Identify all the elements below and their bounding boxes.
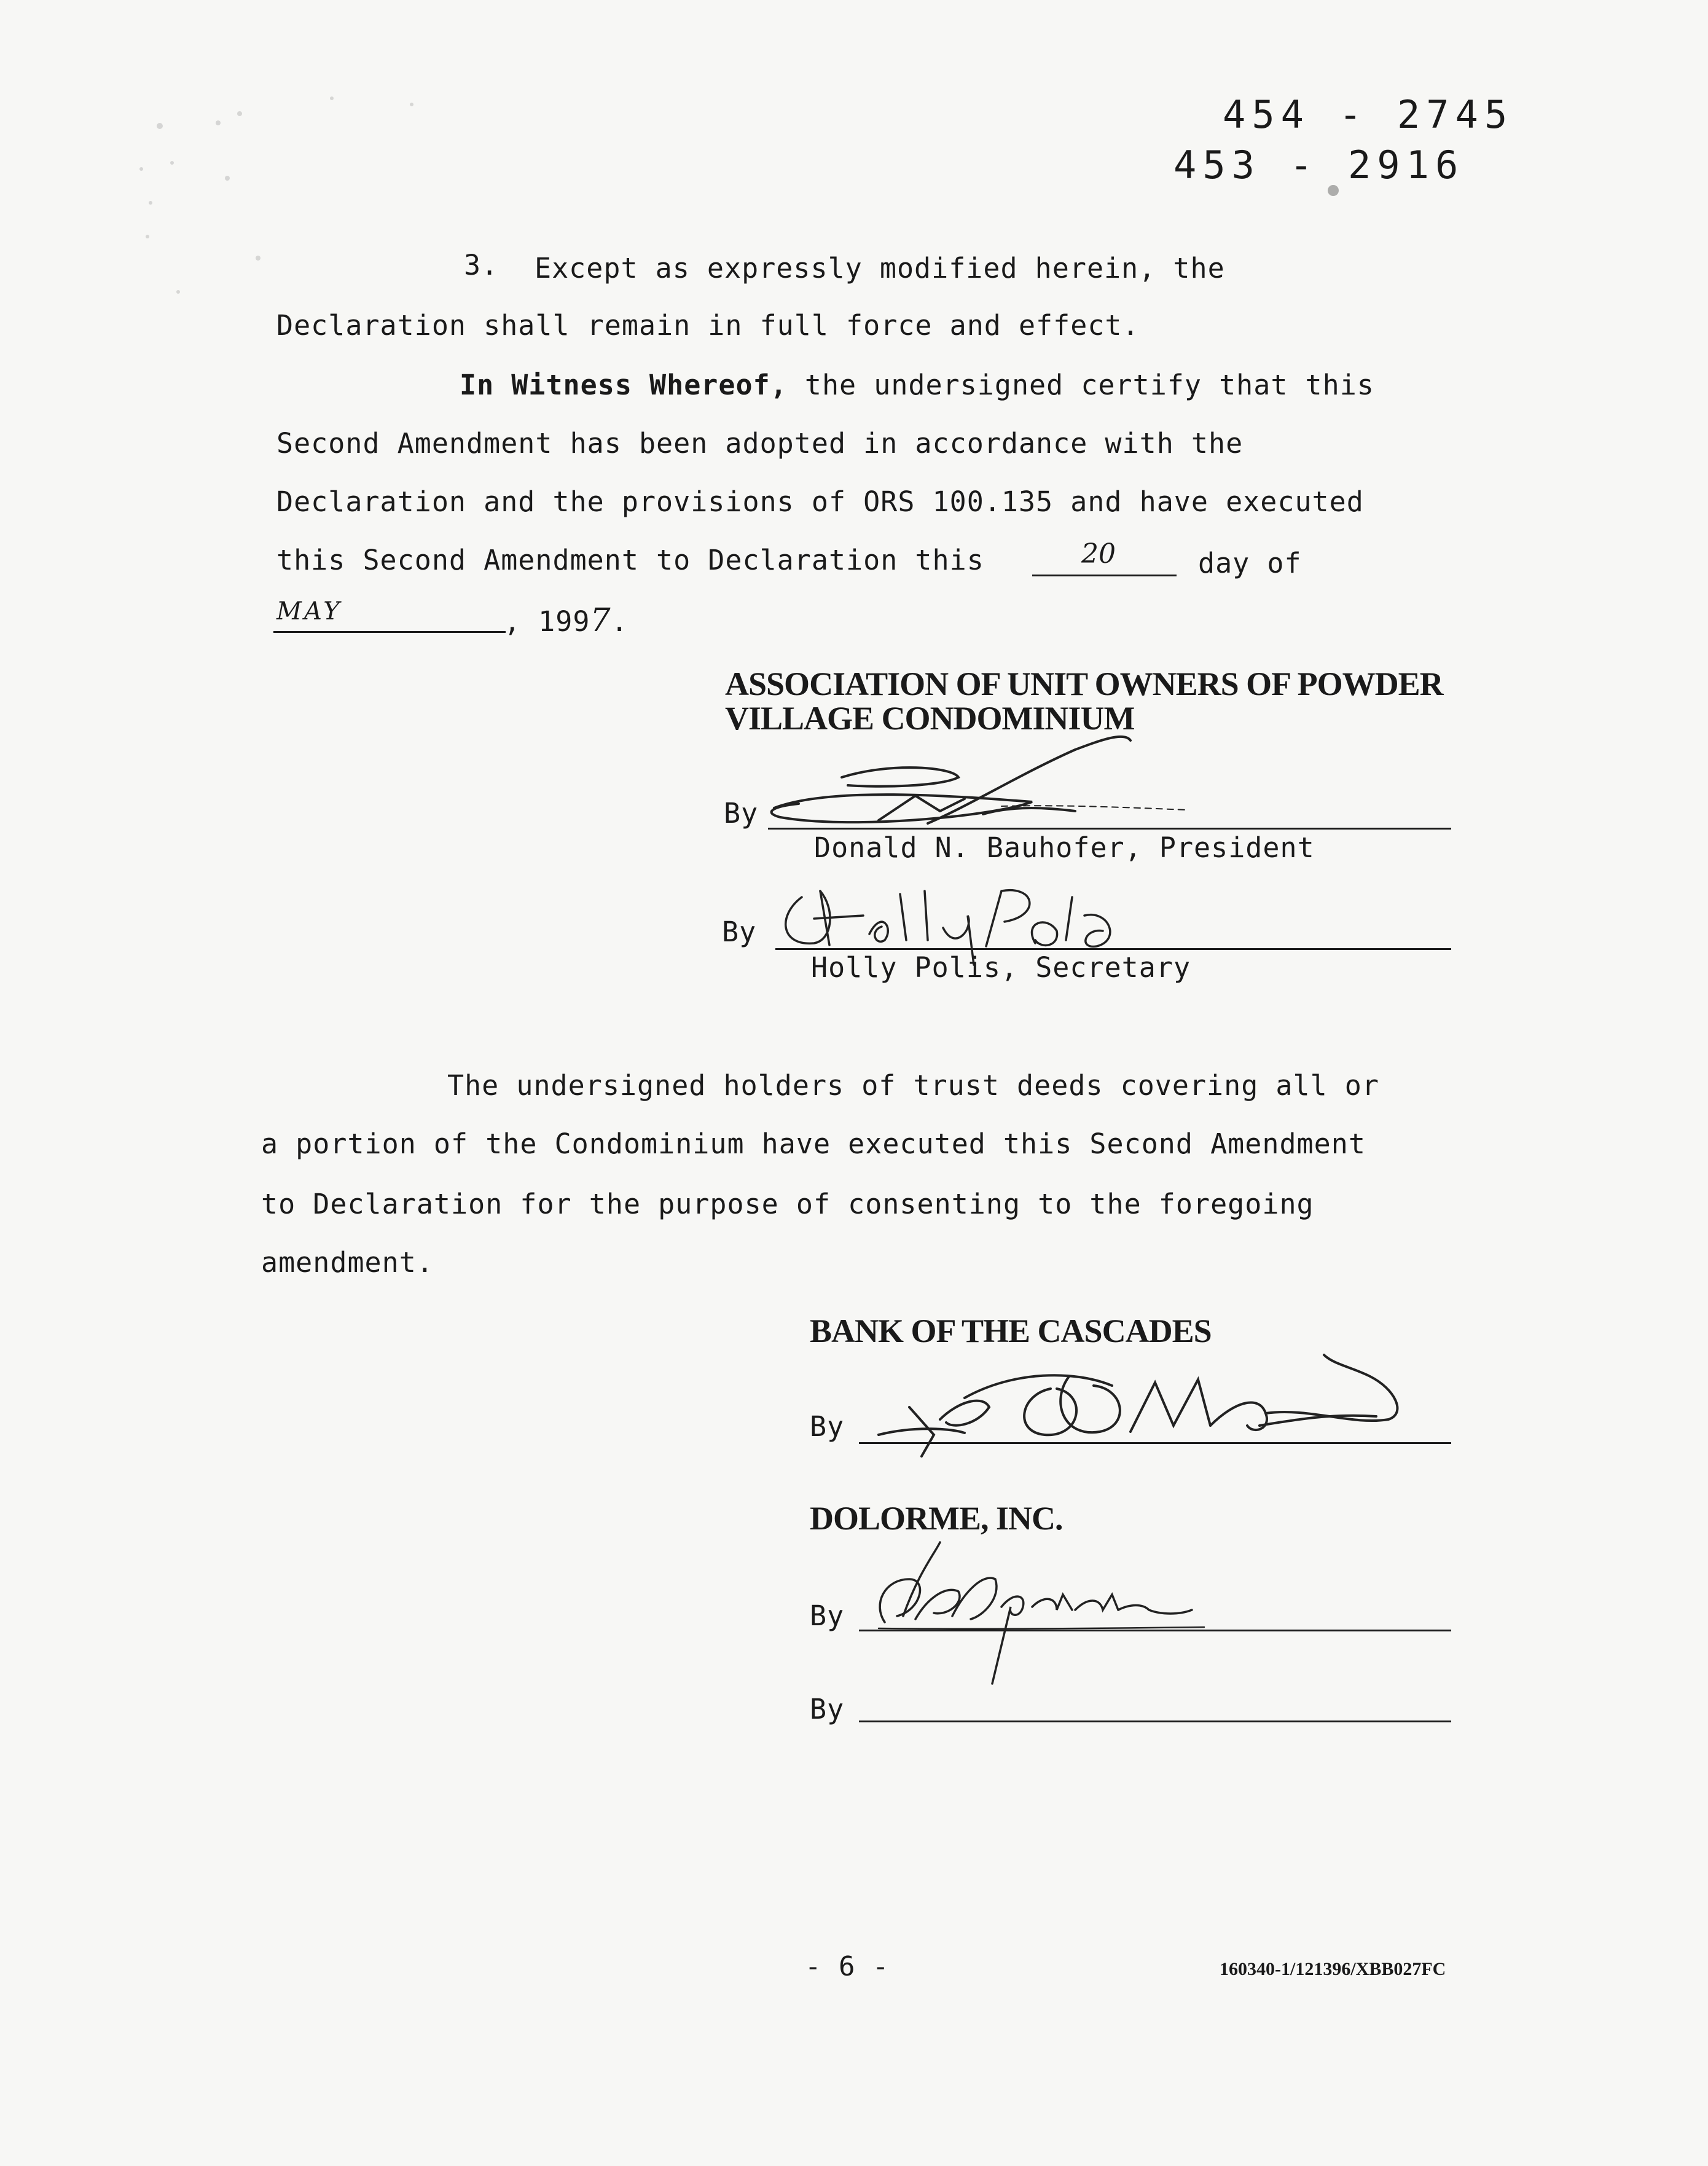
signature-bank	[866, 1327, 1419, 1462]
year-digit-filled: 7	[590, 602, 611, 639]
association-name-line-2: VILLAGE CONDOMINIUM	[725, 700, 1135, 737]
consent-line-1: The undersigned holders of trust deeds covering all or	[447, 1069, 1379, 1102]
witness-lead: In Witness Whereof,	[460, 369, 788, 401]
president-name-title: Donald N. Bauhofer, President	[814, 831, 1315, 864]
witness-line-3: Declaration and the provisions of ORS 100.135 and have executed	[276, 485, 1364, 518]
dolorme-name: DOLORME, INC.	[810, 1500, 1063, 1537]
page-number: - 6 -	[805, 1951, 890, 1982]
by-label-dolorme-1: By	[810, 1599, 845, 1632]
signature-dolorme	[860, 1536, 1204, 1684]
witness-line-2: Second Amendment has been adopted in accordance with the	[276, 427, 1244, 460]
day-filled: 20	[1081, 538, 1116, 570]
recording-number-1: 454 - 2745	[1223, 92, 1514, 137]
witness-line-1-rest: the undersigned certify that this	[787, 369, 1374, 401]
consent-line-3: to Declaration for the purpose of consenting to the foregoing	[261, 1188, 1314, 1220]
year-end: .	[611, 605, 629, 638]
bank-name: BANK OF THE CASCADES	[810, 1313, 1212, 1349]
witness-line-4-end: day of	[1198, 547, 1302, 579]
document-code: 160340-1/121396/XBB027FC	[1220, 1959, 1446, 1979]
signature-line-dolorme-2	[859, 1721, 1451, 1722]
paragraph-3-line-2: Declaration shall remain in full force and effect.	[276, 309, 1140, 342]
by-label-president: By	[724, 797, 759, 830]
witness-line-1	[460, 369, 1374, 401]
year-prefix: , 199	[504, 605, 590, 638]
by-label-bank: By	[810, 1410, 845, 1443]
date-year	[504, 602, 629, 639]
association-name-line-1: ASSOCIATION OF UNIT OWNERS OF POWDER	[725, 665, 1443, 702]
secretary-name-title: Holly Polis, Secretary	[811, 951, 1191, 984]
month-blank-line	[273, 631, 506, 633]
month-filled: MAY	[276, 597, 342, 626]
consent-line-2: a portion of the Condominium have executed this Second Amendment	[261, 1128, 1366, 1160]
paragraph-3-line-1: Except as expressly modified herein, the	[535, 252, 1225, 284]
by-label-dolorme-2: By	[810, 1693, 845, 1725]
consent-line-4: amendment.	[261, 1246, 434, 1279]
by-label-secretary: By	[722, 916, 757, 948]
day-blank-line	[1032, 575, 1177, 576]
paragraph-number: 3.	[464, 249, 499, 281]
recording-number-2: 453 - 2916	[1173, 143, 1465, 187]
witness-line-4-start: this Second Amendment to Declaration this	[276, 544, 984, 576]
